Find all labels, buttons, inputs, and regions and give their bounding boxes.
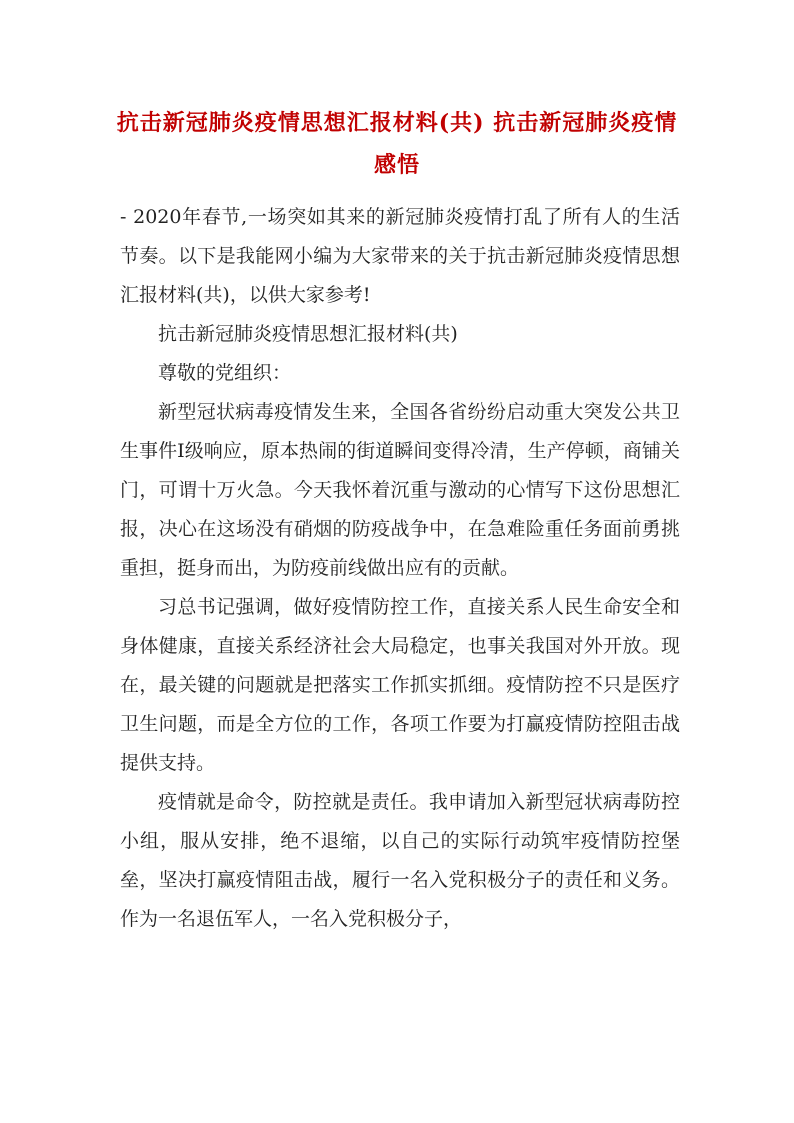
body-paragraph: 习总书记强调，做好疫情防控工作，直接关系人民生命安全和身体健康，直接关系经济社会大局稳定，也事关我国对外开放。现在，最关键的问题就是把落实工作抓实抓细。疫情防控不只是医疗卫生问题，而是全方位的工作，各项工作要为打赢疫情防控阻击战提供支持。 <box>120 596 680 774</box>
document-body <box>120 198 680 939</box>
body-paragraph: 疫情就是命令，防控就是责任。我申请加入新型冠状病毒防控小组，服从安排，绝不退缩，以自己的实际行动筑牢疫情防控堡垒，坚决打赢疫情阻击战，履行一名入党积极分子的责任和义务。作为一名退伍军人，一名入党积极分子， <box>120 791 680 930</box>
body-paragraph: 新型冠状病毒疫情发生来，全国各省纷纷启动重大突发公共卫生事件Ⅰ级响应，原本热闹的街道瞬间变得冷清，生产停顿，商铺关门，可谓十万火急。今天我怀着沉重与激动的心情写下这份思想汇报，决心在这场没有硝烟的防疫战争中，在急难险重任务面前勇挑重担，挺身而出，为防疫前线做出应有的贡献。 <box>120 401 680 579</box>
salutation: 尊敬的党组织： <box>158 362 292 384</box>
intro-paragraph: - 2020年春节,一场突如其来的新冠肺炎疫情打乱了所有人的生活节奏。以下是我能网小编为大家带来的关于抗击新冠肺炎疫情思想汇报材料(共)，以供大家参考! <box>120 206 680 306</box>
subheading: 抗击新冠肺炎疫情思想汇报材料(共) <box>158 323 458 345</box>
document-title: 抗击新冠肺炎疫情思想汇报材料(共) 抗击新冠肺炎疫情感悟 <box>116 110 678 178</box>
